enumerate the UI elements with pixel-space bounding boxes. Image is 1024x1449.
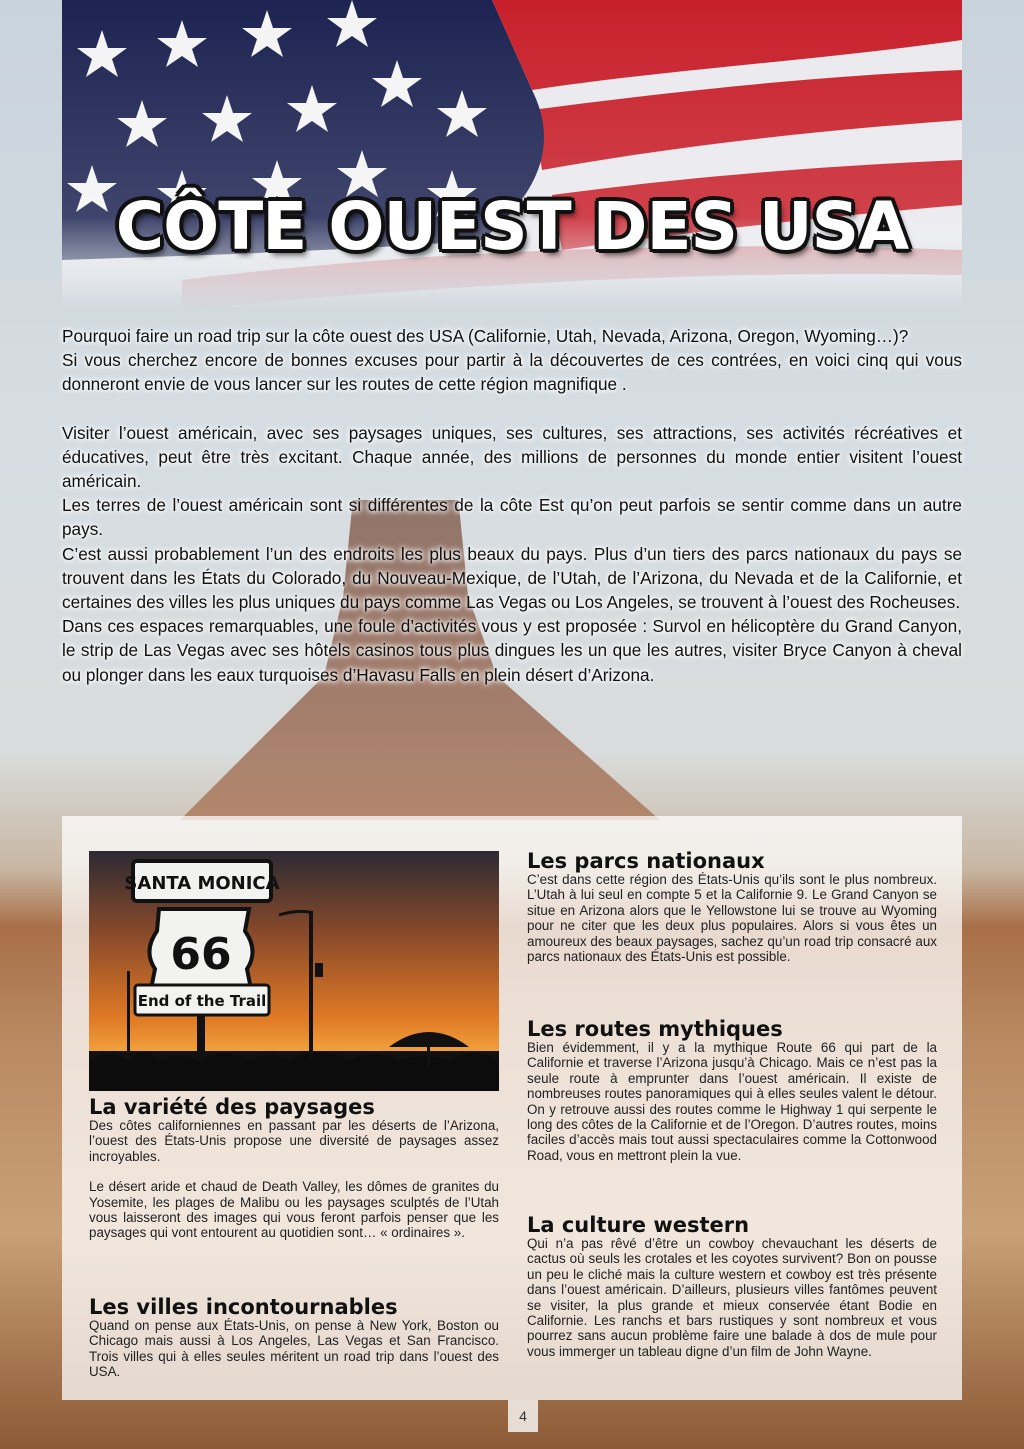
intro-paragraph: Si vous cherchez encore de bonnes excuses pour partir à la découvertes de ces contrées, en voici cinq qui vous donneront envie de vous lancer sur les routes de cette région magnifique . bbox=[62, 350, 962, 395]
section-parcs bbox=[527, 850, 937, 964]
section-paragraph: Bien évidemment, il y a la mythique Route 66 qui part de la Californie et traverse l’Arizona jusqu’à Chicago. Mais ce n’est pas la seule route à emprunter dans l’ouest américain. Il existe de nombreuses routes panoramiques qui à elles seules valent le détour. On y retrouve aussi des routes comme le Highway 1 qui serpente le long des côtes de la Californie et de l’Oregon. D’autres routes, moins faciles d’accès mais tout aussi spectaculaires comme la Cottonwood Road, vous en mettront plein la vue. bbox=[527, 1040, 937, 1163]
section-heading: Les routes mythiques bbox=[527, 1017, 783, 1041]
section-western bbox=[527, 1214, 937, 1359]
sign-top-text: SANTA MONICA bbox=[124, 873, 280, 894]
section-heading: La culture western bbox=[527, 1213, 750, 1237]
route-66-photo bbox=[89, 851, 499, 1091]
sign-number-text: 66 bbox=[170, 929, 232, 980]
section-paysages bbox=[89, 1096, 499, 1241]
section-heading: La variété des paysages bbox=[89, 1095, 375, 1119]
section-paragraph: C’est dans cette région des États-Unis qu’ils sont le plus nombreux. L’Utah à lui seul en compte 5 et la Californie 9. Le Grand Canyon se situe en Arizona alors que le Yellowstone lui se trouve au Wyoming pour ne citer que les deux plus populaires. Alors si vous êtes un amoureux des beaux paysages, sachez qu’un road trip consacré aux parcs nationaux des États-Unis est possible. bbox=[527, 872, 937, 965]
intro-paragraph: Dans ces espaces remarquables, une foule d’activités vous y est proposée : Survol en hélicoptère du Grand Canyon, le strip de Las Vegas avec ses hôtels casinos tous plus dingues les un que les autres, visiter Bryce Canyon à cheval ou plonger dans les eaux turquoises d’Havasu Falls en plein désert d’Arizona. bbox=[62, 616, 962, 685]
intro-paragraph: Pourquoi faire un road trip sur la côte ouest des USA (Californie, Utah, Nevada, Arizona, Oregon, Wyoming…)? bbox=[62, 326, 909, 346]
section-villes bbox=[89, 1296, 499, 1380]
intro-paragraph: Les terres de l’ouest américain sont si différentes de la côte Est qu’on peut parfois se sentir comme dans un autre pays. bbox=[62, 495, 962, 540]
section-heading: Les parcs nationaux bbox=[527, 849, 765, 873]
intro-paragraph: C’est aussi probablement l’un des endroits les plus beaux du pays. Plus d’un tiers des parcs nationaux du pays se trouvent dans les États du Colorado, du Nouveau-Mexique, de l’Utah, de l’Arizona, du Nevada et de la Californie, et certaines des villes les plus uniques du pays comme Las Vegas ou Los Angeles, se trouvent à l’ouest des Rocheuses. bbox=[62, 543, 962, 613]
section-paragraph: Qui n’a pas rêvé d’être un cowboy chevauchant les déserts de cactus où seuls les crotales et les coyotes survivent? Bon on pousse un peu le cliché mais la culture western et cowboy est très présente dans l’ouest américain. D’ailleurs, plusieurs villes fantômes peuvent se visiter, la plus grande et mieux conservée étant Bodie en Californie. Les ranchs et bars rustiques y sont nombreux et vous pourrez sans aucun problème faire une balade à dos de mule pour vous immerger un tableau digne d’un film de John Wayne. bbox=[527, 1236, 937, 1359]
sign-bottom-text: End of the Trail bbox=[137, 992, 267, 1010]
section-paragraph: Le désert aride et chaud de Death Valley, les dômes de granites du Yosemite, les plages de Malibu ou les paysages sculptés de l’Utah vous laisseront des images qui vous feront parfois penser que les paysages qui vont entourent au quotidien sont… « ordinaires ». bbox=[89, 1179, 499, 1241]
section-paragraph: Des côtes californiennes en passant par les déserts de l’Arizona, l’ouest des États-Unis propose une diversité de paysages assez incroyables. bbox=[89, 1118, 499, 1164]
page-number: 4 bbox=[508, 1400, 538, 1432]
intro-paragraph: Visiter l’ouest américain, avec ses paysages uniques, ses cultures, ses attractions, ses activités récréatives et éducatives, peut être très excitant. Chaque année, des millions de personnes du monde entier visitent l’ouest américain. bbox=[62, 422, 962, 492]
section-paragraph: Quand on pense aux États-Unis, on pense à New York, Boston ou Chicago mais aussi à Los Angeles, Las Vegas et San Francisco. Trois villes qui à elles seules méritent un road trip dans l’ouest des USA. bbox=[89, 1318, 499, 1380]
intro-text bbox=[62, 324, 962, 687]
section-routes bbox=[527, 1018, 937, 1163]
section-heading: Les villes incontournables bbox=[89, 1295, 398, 1319]
page-title: CÔTE OUEST DES USA bbox=[115, 188, 909, 265]
